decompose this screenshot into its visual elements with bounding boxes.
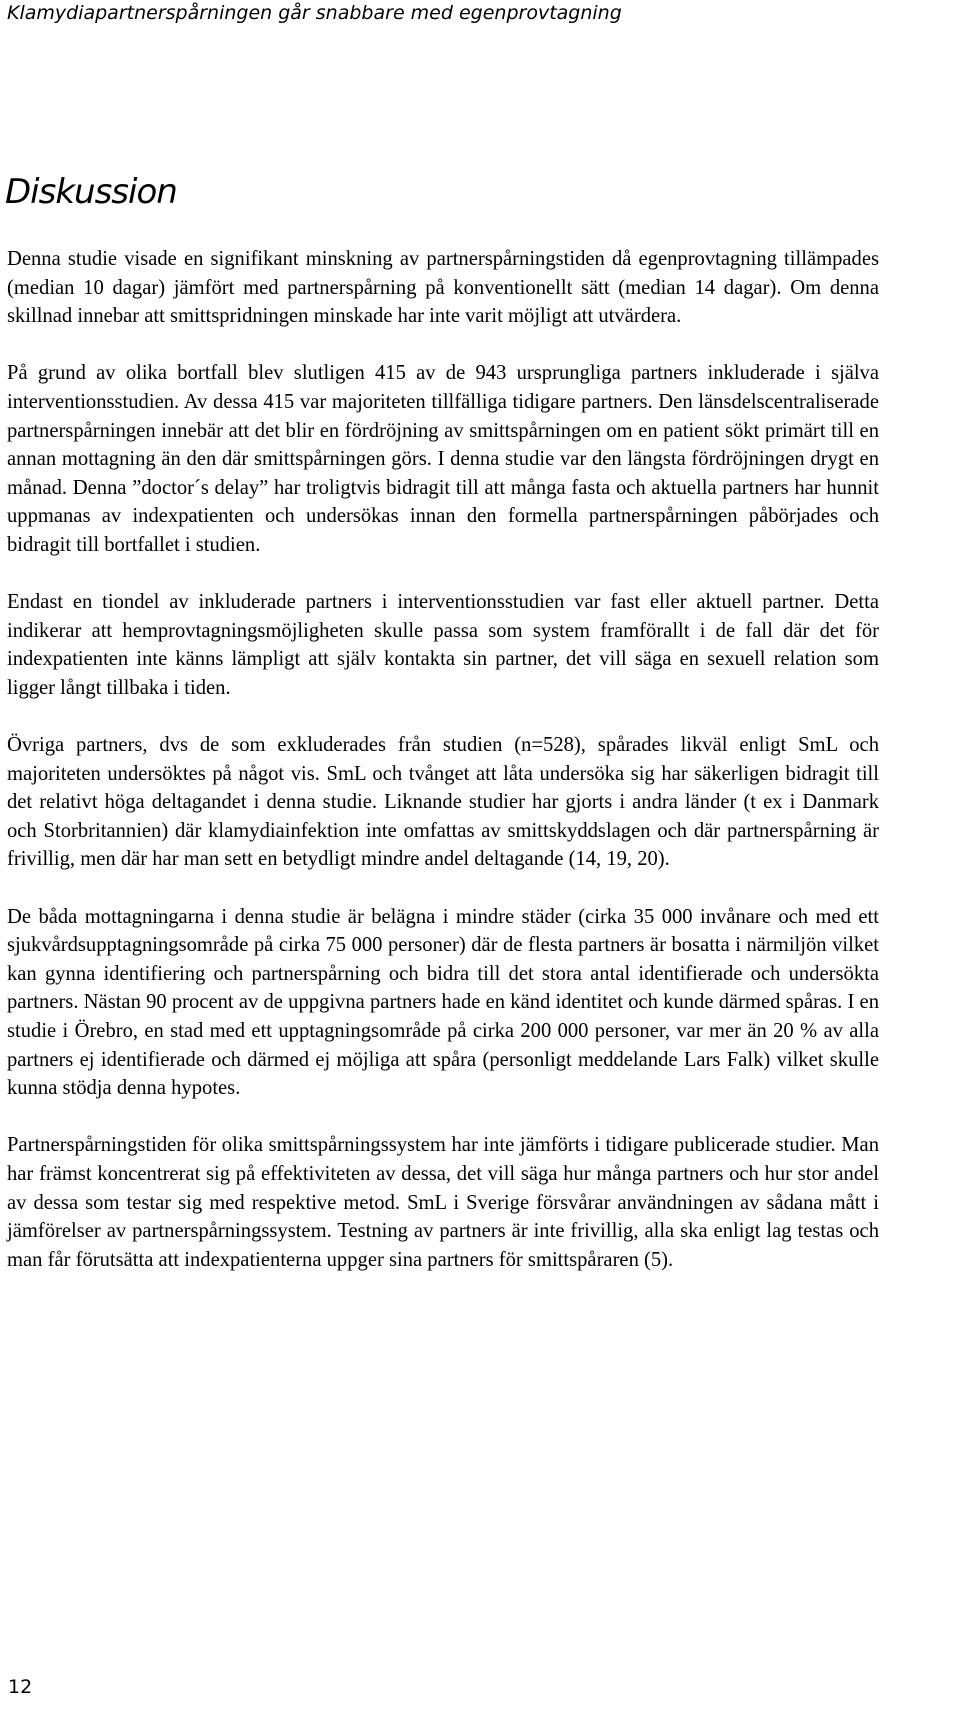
paragraph: Endast en tiondel av inkluderade partners i interventionsstudien var fast eller aktuell partner. Detta indikerar att hemprovtagningsmöjligheten skulle passa som system framförallt i de fall där det för indexpatienten inte känns lämpligt att själv kontakta sin partner, det vill säga en sexuell relation som ligger långt tillbaka i tiden. <box>7 591 879 699</box>
page-number: 12 <box>8 1676 33 1698</box>
body-text <box>7 245 879 1303</box>
running-header: Klamydiapartnerspårningen går snabbare med egenprovtagning <box>7 2 622 24</box>
section-title: Diskussion <box>5 172 177 212</box>
paragraph: På grund av olika bortfall blev slutligen 415 av de 943 ursprungliga partners inkluderade i själva interventionsstudien. Av dessa 415 var majoriteten tillfälliga tidigare partners. Den länsdelscentraliserade partnerspårningen innebär att det blir en fördröjning av smittspårningen om en patient sökt primärt till en annan mottagning än den där smittspårningen görs. I denna studie var den längsta fördröjningen drygt en månad. Denna ”doctor´s delay” har troligtvis bidragit till att många fasta och aktuella partners har hunnit uppmanas av indexpatienten och undersökas innan den formella partnerspårningen påbörjades och bidragit till bortfallet i studien. <box>7 362 879 556</box>
paragraph: Övriga partners, dvs de som exkluderades från studien (n=528), spårades likväl enligt SmL och majoriteten undersöktes på något vis. SmL och tvånget att låta undersöka sig har säkerligen bidragit till det relativt höga deltagandet i denna studie. Liknande studier har gjorts i andra länder (t ex i Danmark och Storbritannien) där klamydiainfektion inte omfattas av smittskyddslagen och där partnerspårning är frivillig, men där har man sett en betydligt mindre andel deltagande (14, 19, 20). <box>7 734 879 871</box>
paragraph: Denna studie visade en signifikant minskning av partnerspårningstiden då egenprovtagning tillämpades (median 10 dagar) jämfört med partnerspårning på konventionellt sätt (median 14 dagar). Om denna skillnad innebar att smittspridningen minskade har inte varit möjligt att utvärdera. <box>7 248 879 328</box>
paragraph: Partnerspårningstiden för olika smittspårningssystem har inte jämförts i tidigare publicerade studier. Man har främst koncentrerat sig på effektiviteten av dessa, det vill säga hur många partners och hur stor andel av dessa som testar sig med respektive metod. SmL i Sverige försvårar användningen av sådana mått i jämförelser av partnerspårningssystem. Testning av partners är inte frivillig, alla ska enligt lag testas och man får förutsätta att indexpatienterna uppger sina partners för smittspåraren (5). <box>7 1134 879 1271</box>
paragraph: De båda mottagningarna i denna studie är belägna i mindre städer (cirka 35 000 invånare och med ett sjukvårdsupptagningsområde på cirka 75 000 personer) där de flesta partners är bosatta i närmiljön vilket kan gynna identifiering och partnerspårning och bidra till det stora antal identifierade och undersökta partners. Nästan 90 procent av de uppgivna partners hade en känd identitet och kunde därmed spåras. I en studie i Örebro, en stad med ett upptagningsområde på cirka 200 000 personer, var mer än 20 % av alla partners ej identifierade och därmed ej möjliga att spåra (personligt meddelande Lars Falk) vilket skulle kunna stödja denna hypotes. <box>7 905 879 1100</box>
